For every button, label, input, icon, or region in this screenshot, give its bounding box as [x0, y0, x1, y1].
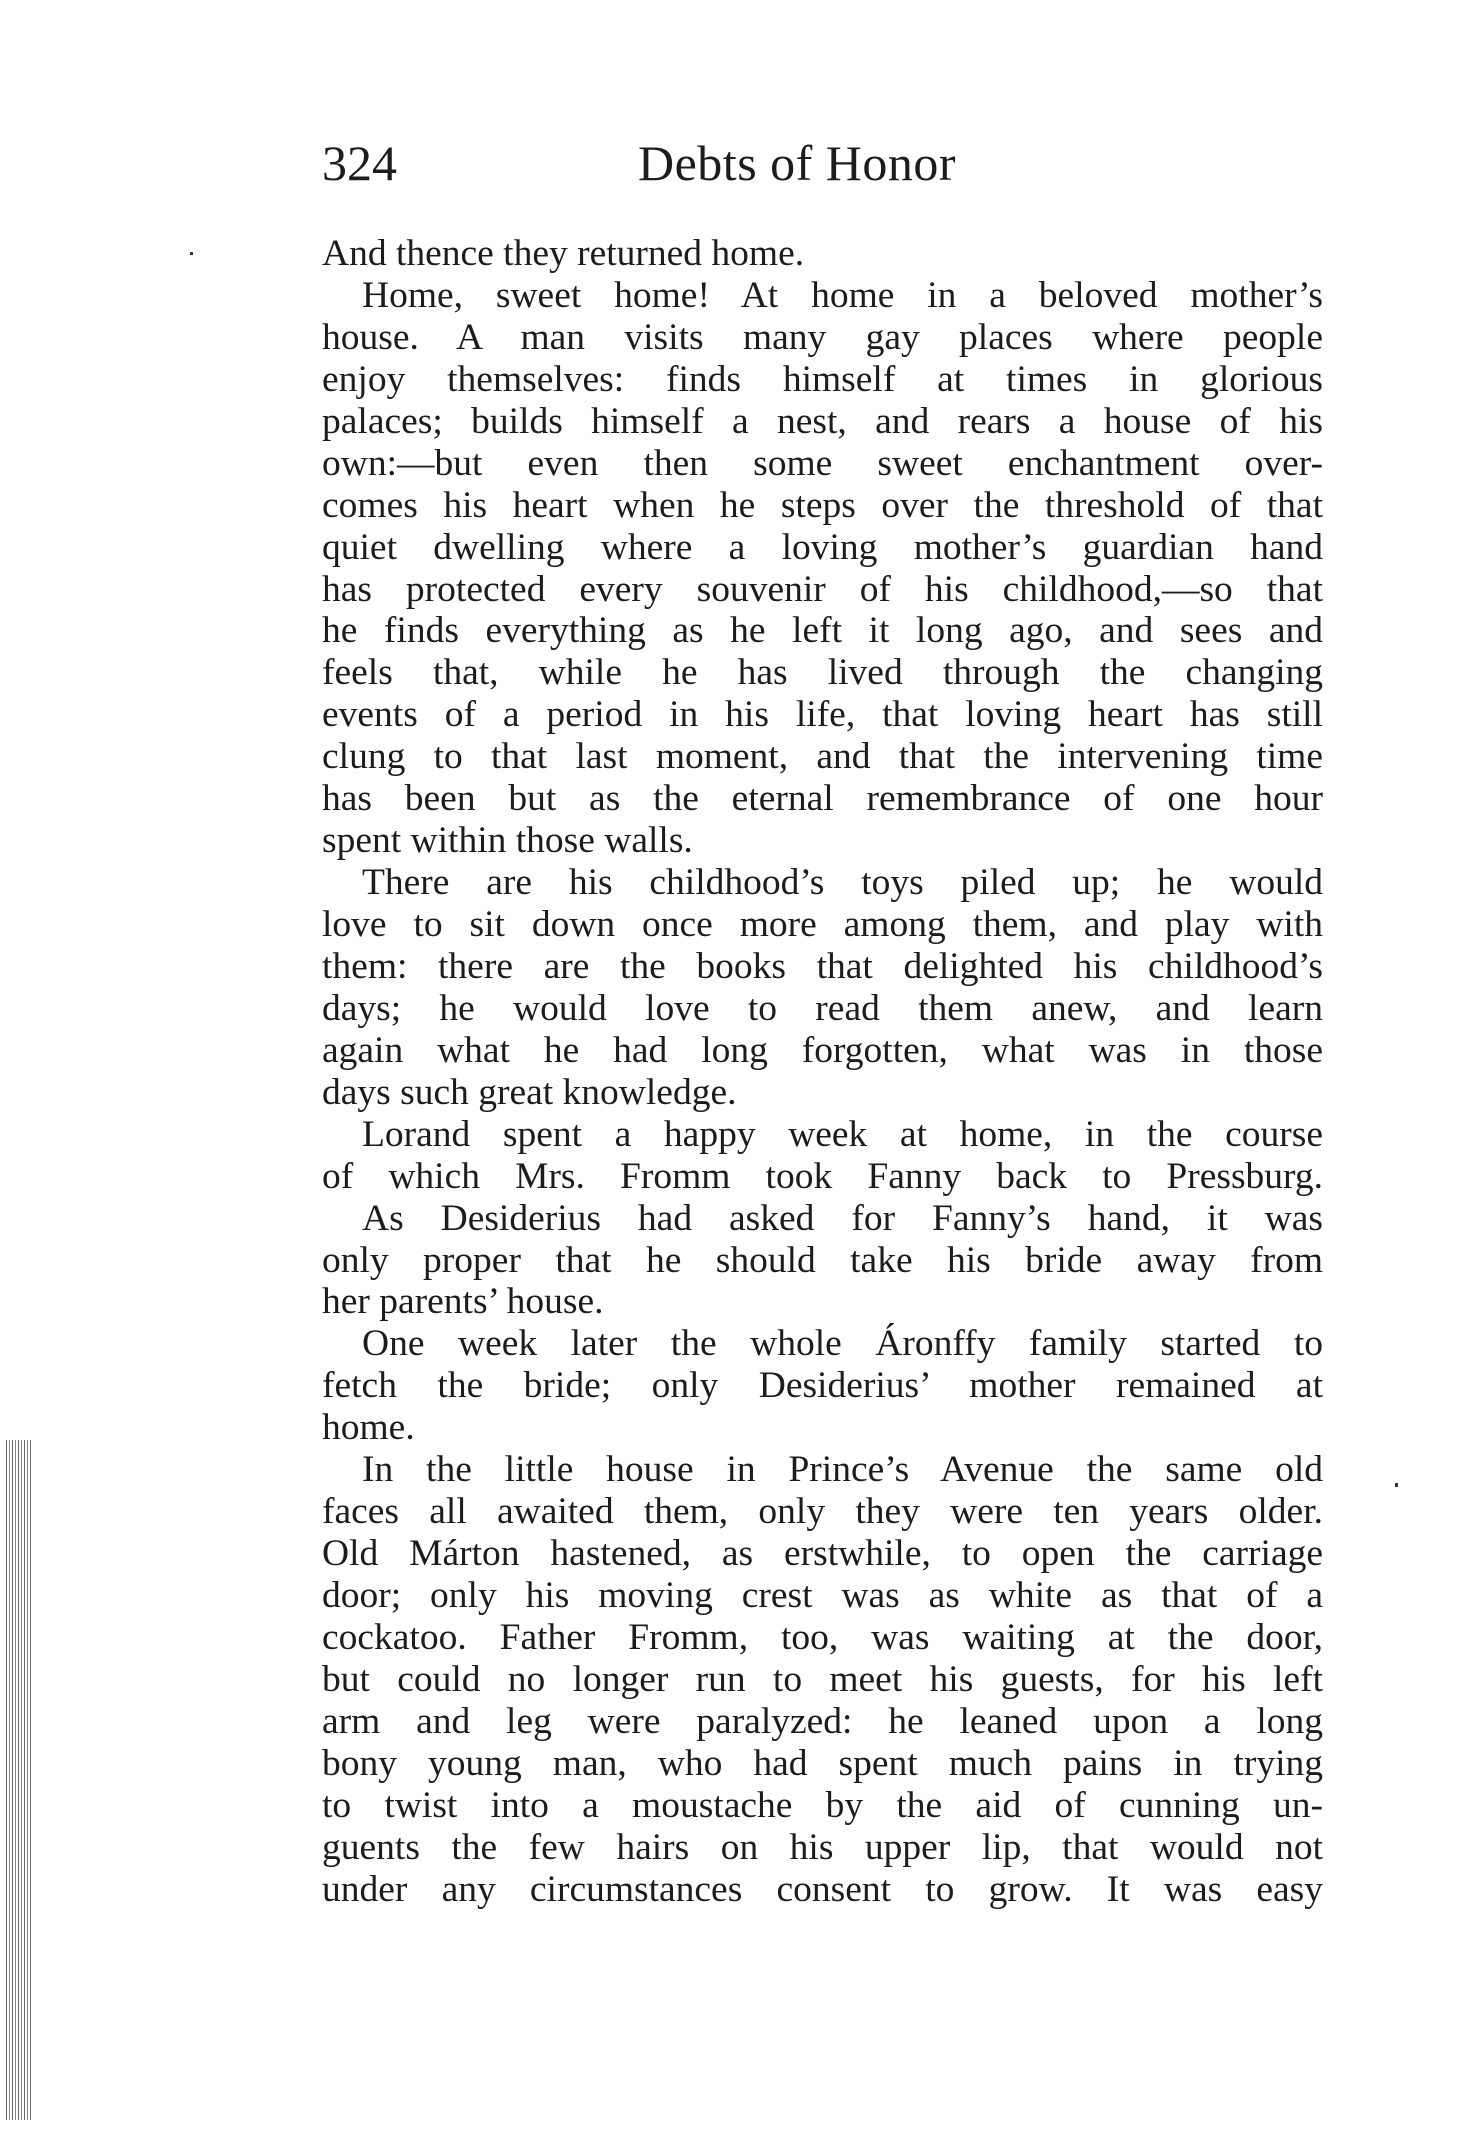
text-line: he finds everything as he left it long ago, and sees and [322, 610, 1323, 652]
text-line: spent within those walls. [322, 820, 693, 862]
text-line: days such great knowledge. [322, 1071, 737, 1113]
text-line: days; he would love to read them anew, and learn [322, 987, 1323, 1029]
scan-speck [1395, 1483, 1398, 1487]
page-number: 324 [322, 135, 397, 191]
text-line: of which Mrs. Fromm took Fanny back to Pressburg. [322, 1155, 1323, 1197]
text-line: door; only his moving crest was as white as that of a [322, 1575, 1323, 1616]
text-line: clung to that last moment, and that the intervening time [322, 736, 1323, 778]
page-header [322, 128, 1322, 198]
text-line: home. [322, 1407, 415, 1449]
text-line: One week later the whole Áronffy family started to [362, 1323, 1323, 1365]
text-line: comes his heart when he steps over the threshold of that [322, 484, 1323, 526]
text-line: Home, sweet home! At home in a beloved mother’s [362, 274, 1323, 316]
text-line: There are his childhood’s toys piled up; he would [362, 862, 1323, 904]
scan-speck [190, 252, 193, 255]
text-line: cockatoo. Father Fromm, too, was waiting at the door, [322, 1616, 1323, 1658]
text-line: to twist into a moustache by the aid of cunning un- [322, 1784, 1323, 1826]
body-text [322, 233, 1323, 1911]
text-line: arm and leg were paralyzed: he leaned upon a long [322, 1700, 1323, 1742]
text-line: Lorand spent a happy week at home, in the course [362, 1113, 1323, 1155]
text-line: love to sit down once more among them, and play with [322, 904, 1323, 945]
text-line: quiet dwelling where a loving mother’s guardian hand [322, 526, 1323, 568]
text-line: under any circumstances consent to grow. It was easy [322, 1868, 1323, 1910]
text-line: Old Márton hastened, as erstwhile, to open the carriage [322, 1533, 1323, 1575]
text-line: only proper that he should take his bride away from [322, 1239, 1323, 1281]
text-line: bony young man, who had spent much pains in trying [322, 1742, 1323, 1784]
running-title: Debts of Honor [638, 135, 957, 191]
text-line: her parents’ house. [322, 1281, 604, 1323]
text-line: guents the few hairs on his upper lip, that would not [322, 1826, 1323, 1868]
text-line: faces all awaited them, only they were ten years older. [322, 1491, 1323, 1533]
text-line: has protected every souvenir of his childhood,—so that [322, 568, 1323, 610]
text-line: palaces; builds himself a nest, and rears a house of his [322, 400, 1323, 442]
text-line: but could no longer run to meet his guests, for his left [322, 1658, 1323, 1700]
text-line: has been but as the eternal remembrance of one hour [322, 778, 1323, 820]
text-line: And thence they returned home. [322, 233, 805, 274]
text-line: events of a period in his life, that loving heart has still [322, 694, 1323, 736]
text-line: own:—but even then some sweet enchantment over- [322, 442, 1323, 484]
text-line: In the little house in Prince’s Avenue the same old [362, 1449, 1323, 1491]
page-binding-edge [6, 1440, 32, 2120]
text-line: fetch the bride; only Desiderius’ mother remained at [322, 1365, 1323, 1407]
text-line: house. A man visits many gay places where people [322, 316, 1323, 358]
text-line: enjoy themselves: finds himself at times in glorious [322, 358, 1323, 400]
text-line: feels that, while he has lived through the changing [322, 652, 1323, 694]
text-line: them: there are the books that delighted his childhood’s [322, 945, 1323, 987]
text-line: again what he had long forgotten, what was in those [322, 1029, 1323, 1071]
text-line: As Desiderius had asked for Fanny’s hand, it was [362, 1197, 1323, 1239]
